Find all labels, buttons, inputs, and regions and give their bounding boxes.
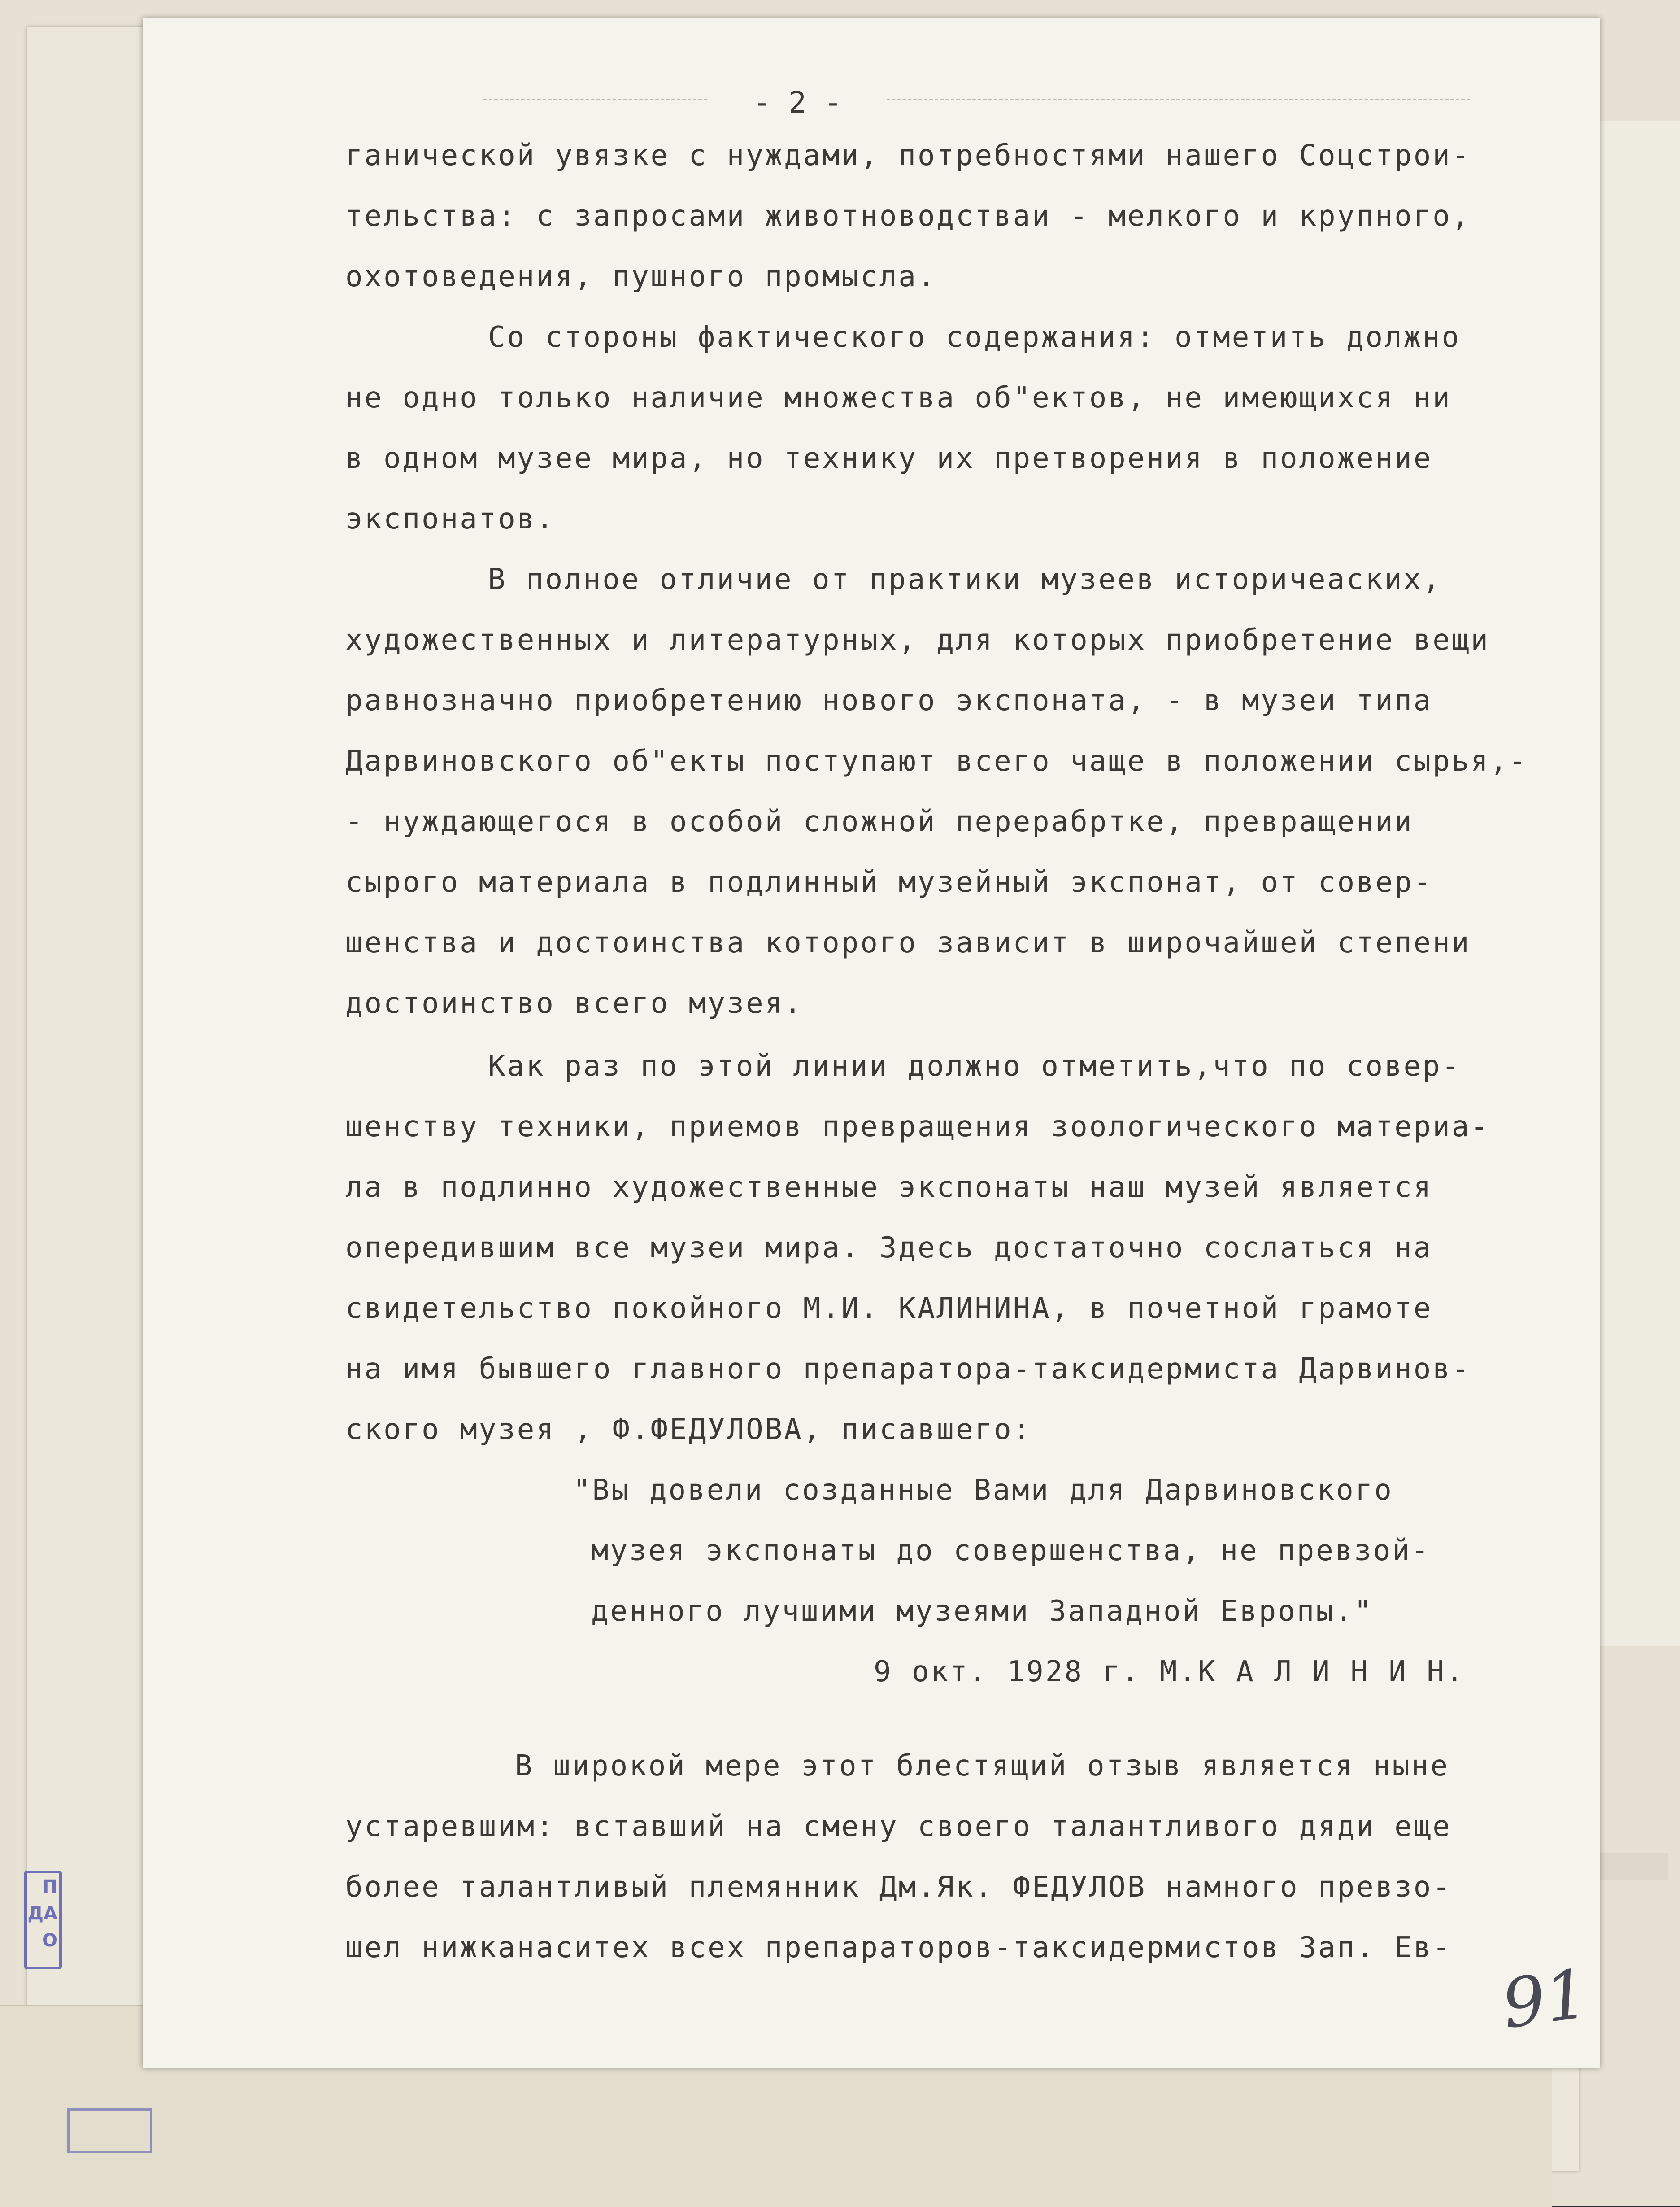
text-line: не одно только наличие множества об"ектов, не имеющихся ни bbox=[345, 381, 1452, 414]
header-divider bbox=[483, 99, 1470, 100]
text-line: шел нижканаситех всех препараторов-таксидермистов Зап. Ев- bbox=[345, 1931, 1452, 1964]
text-line: достоинство всего музея. bbox=[345, 987, 803, 1020]
text-line: охотоведения, пушного промысла. bbox=[345, 260, 937, 293]
text-line: ганической увязке с нуждами, потребностями нашего Соцстрои- bbox=[345, 139, 1471, 172]
text-line: художественных и литературных, для которых приобретение вещи bbox=[345, 624, 1490, 657]
text-line: шенства и достоинства которого зависит в широчайшей степени bbox=[345, 926, 1471, 960]
text-line: сырого материала в подлинный музейный экспонат, от совер- bbox=[345, 866, 1433, 899]
archive-stamp-text: П ДА О bbox=[27, 1876, 57, 1951]
text-line: Со стороны фактического содержания: отметить должно bbox=[488, 321, 1461, 354]
text-line: Как раз по этой линии должно отметить,что по совер- bbox=[488, 1050, 1461, 1083]
text-line: В полное отличие от практики музеев историчеаских, bbox=[488, 563, 1442, 596]
text-line: на имя бывшего главного препаратора-таксидермиста Дарвинов- bbox=[345, 1352, 1471, 1386]
text-line: В широкой мере этот блестящий отзыв является ныне bbox=[515, 1749, 1450, 1783]
text-line: опередившим все музеи мира. Здесь достаточно сослаться на bbox=[345, 1231, 1433, 1265]
text-line: более талантливый племянник Дм.Як. ФЕДУЛОВ намного превзо- bbox=[345, 1871, 1452, 1904]
stamp-mark bbox=[67, 2108, 152, 2153]
text-line: равнозначно приобретению нового экспоната, - в музеи типа bbox=[345, 684, 1433, 717]
text-line: - нуждающегося в особой сложной перерабртке, превращении bbox=[345, 805, 1414, 838]
archive-stamp bbox=[24, 1871, 62, 1969]
page-number: - 2 - bbox=[708, 85, 887, 120]
text-line: в одном музее мира, но технику их претворения в положение bbox=[345, 442, 1433, 475]
text-line: тельства: с запросами животноводстваи - мелкого и крупного, bbox=[345, 200, 1471, 233]
quote-line: музея экспонаты до совершенства, не превзой- bbox=[591, 1534, 1431, 1567]
quote-line: денного лучшими музеями Западной Европы." bbox=[591, 1595, 1373, 1628]
text-line: шенству техники, приемов превращения зоологического материа- bbox=[345, 1110, 1490, 1143]
text-line: Дарвиновского об"екты поступают всего чаще в положении сырья,- bbox=[345, 745, 1528, 778]
document-page bbox=[143, 18, 1600, 2068]
text-line: экспонатов. bbox=[345, 502, 555, 536]
text-line: устаревшим: вставший на смену своего талантливого дяди еще bbox=[345, 1810, 1452, 1843]
text-line: ского музея , Ф.ФЕДУЛОВА, писавшего: bbox=[345, 1413, 1032, 1446]
text-line: свидетельство покойного М.И. КАЛИНИНА, в почетной грамоте bbox=[345, 1292, 1433, 1325]
folio-number: 91 bbox=[1497, 1954, 1593, 2044]
quote-signature: 9 окт. 1928 г. М.К А Л И Н И Н. bbox=[874, 1655, 1465, 1688]
quote-line: "Вы довели созданные Вами для Дарвиновского bbox=[573, 1474, 1393, 1507]
text-line: ла в подлинно художественные экспонаты наш музей является bbox=[345, 1171, 1433, 1204]
